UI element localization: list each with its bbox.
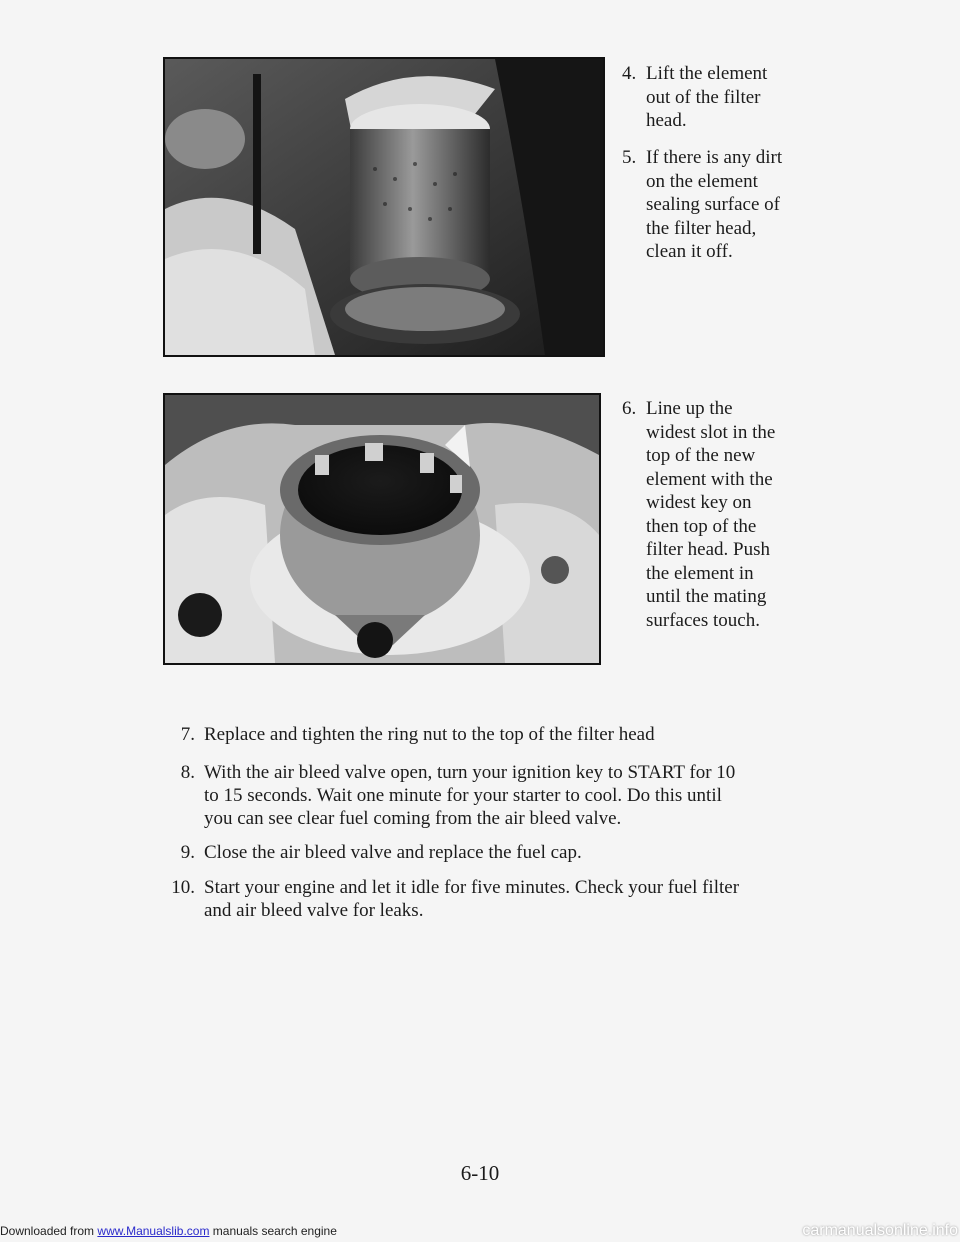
step-text: Lift the element out of the filter head. (646, 63, 768, 131)
step-6 (622, 397, 832, 637)
photo-illustration (165, 395, 599, 663)
step-number: 6. (622, 398, 637, 419)
download-banner (0, 1224, 337, 1242)
step-10 (160, 876, 840, 924)
step-text: With the air bleed valve open, turn your ignition key to START for 10 to 15 seconds. Wait one minute for your starter to cool. Do this until you can see clear fuel coming from the air bleed valve. (204, 762, 736, 829)
manualslib-link[interactable]: www.Manualslib.com (97, 1224, 210, 1238)
step-number: 10. (171, 877, 195, 898)
banner-prefix: Downloaded from (0, 1224, 95, 1238)
step-number: 4. (622, 63, 637, 84)
watermark: carmanualsonline.info (802, 1222, 958, 1239)
step-text: Start your engine and let it idle for five minutes. Check your fuel filter and air bleed valve for leaks. (204, 877, 740, 921)
step-number: 8. (180, 762, 195, 783)
step-text: Line up the widest slot in the top of the new element with the widest key on then top of the filter head. Push the element in until the mating surfaces touch. (646, 398, 776, 631)
banner-suffix: manuals search engine (212, 1224, 337, 1238)
step-number: 9. (180, 842, 195, 863)
step-4 (622, 62, 832, 134)
step-7 (160, 723, 840, 747)
step-text: If there is any dirt on the element sealing surface of the filter head, clean it off. (646, 147, 783, 262)
photo-illustration (165, 59, 603, 355)
step-text: Close the air bleed valve and replace the fuel cap. (204, 842, 582, 863)
step-number: 5. (622, 147, 637, 168)
step-8 (160, 761, 840, 831)
step-9 (160, 841, 840, 865)
filter-element-removal-photo (163, 57, 605, 357)
page-number: 6-10 (460, 1161, 500, 1185)
step-text: Replace and tighten the ring nut to the top of the filter head (204, 724, 655, 745)
step-5 (622, 146, 832, 266)
filter-head-keys-photo (163, 393, 601, 665)
step-number: 7. (180, 724, 195, 745)
